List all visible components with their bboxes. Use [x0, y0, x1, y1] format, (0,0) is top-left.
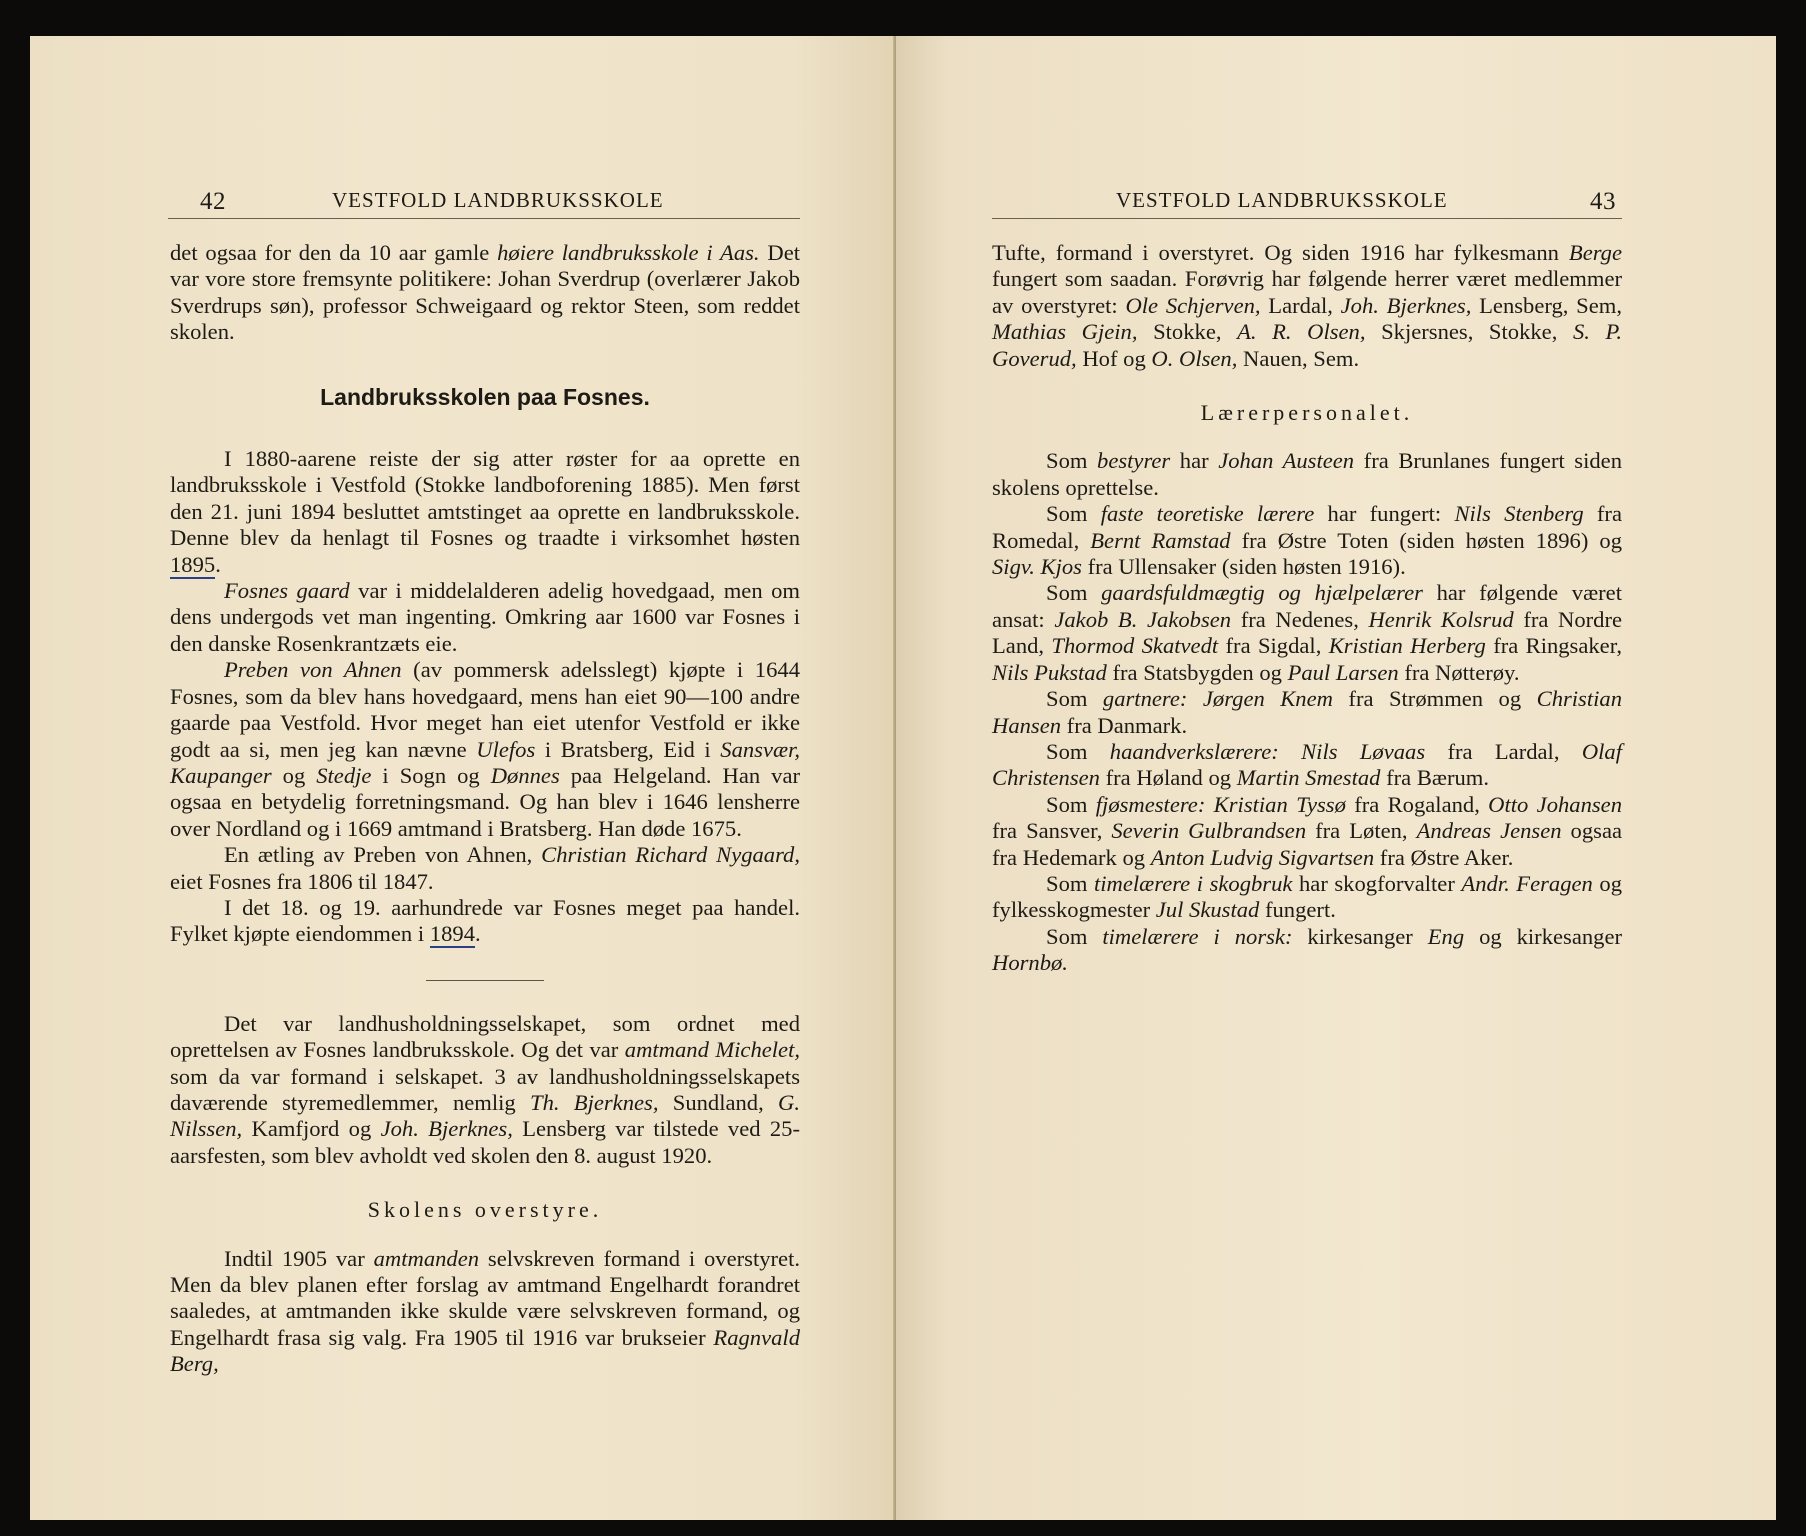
paragraph-fosnes-gaard: Fosnes gaard var i middelalderen adelig hovedgaad, men om dens undergods vet man ingenting. Omkring aar 1600 var Fosnes i den danske Rosenkrantzæts eie. — [170, 578, 800, 656]
page-number: 43 — [1590, 188, 1616, 215]
paragraph-handel: I det 18. og 19. aarhundrede var Fosnes meget paa handel. Fylket kjøpte eiendommen i 1894. — [170, 894, 800, 947]
running-head: VESTFOLD LANDBRUKSSKOLE — [332, 188, 664, 212]
paragraph-tufte: Tufte, formand i overstyret. Og siden 1916 har fylkesmann Berge fungert som saadan. Forøvrig har følgende herrer været medlemmer av overstyret: Ole Schjerven, Lardal, Joh. Bjerknes, Lensberg, Sem, Mathias Gjein, Stokke, A. R. Olsen, Skjersnes, Stokke, S. P. Goverud, Hof og O. Olsen, Nauen, Sem. — [992, 240, 1623, 371]
right-running-header — [992, 184, 1622, 219]
right-body-text — [992, 240, 1622, 977]
page-number: 42 — [200, 188, 226, 215]
paragraph-gaardsfuldmaegtig: Som gaardsfuldmægtig og hjælpelærer har følgende været ansat: Jakob B. Jakobsen fra Nedenes, Henrik Kolsrud fra Nordre Land, Thormod Skatvedt fra Sigdal, Kristian Herberg fra Ringsaker, Nils Pukstad fra Statsbygden og Paul Larsen fra Nøtterøy. — [992, 580, 1623, 685]
paragraph-1880: I 1880-aarene reiste der sig atter røster for aa oprette en landbruksskole i Vestfold (Stokke landboforening 1885). Men først den 21. juni 1894 besluttet amtstinget aa oprette en landbruksskole. Denne blev da henlagt til Fosnes og traadte i virksomhet høsten 1895. — [170, 446, 800, 577]
paragraph-bestyrer: Som bestyrer har Johan Austeen fra Brunlanes fungert siden skolens oprettelse. — [992, 448, 1622, 500]
paragraph-aetling: En ætling av Preben von Ahnen, Christian Richard Nygaard, eiet Fosnes fra 1806 til 1847. — [170, 842, 801, 894]
paragraph-indtil: Indtil 1905 var amtmanden selvskreven formand i overstyret. Men da blev planen efter forslag av amtmand Engelhardt forandret saaledes, at amtmanden ikke skulde være selvskreven formand, og Engelhardt frasa sig valg. Fra 1905 til 1916 var brukseier Ragnvald Berg, — [170, 1245, 801, 1377]
running-head: VESTFOLD LANDBRUKSSKOLE — [1116, 188, 1448, 212]
paragraph-skogbruk: Som timelærere i skogbruk har skogforvalter Andr. Feragen og fylkesskogmester Jul Skustad fungert. — [992, 870, 1622, 923]
right-page — [896, 36, 1776, 1520]
left-page — [30, 36, 896, 1520]
paragraph-haandverkslaerere: Som haandverkslærere: Nils Løvaas fra Lardal, Olaf Christensen fra Høland og Martin Smestad fra Bærum. — [992, 738, 1622, 791]
section-heading-laererpersonalet: Lærerpersonalet. — [1200, 400, 1414, 426]
paragraph-faste-laerere: Som faste teoretiske lærere har fungert: Nils Stenberg fra Romedal, Bernt Ramstad fra Østre Toten (siden høsten 1896) og Sigv. Kjos fra Ullensaker (siden høsten 1916). — [992, 501, 1622, 580]
left-body-text — [170, 240, 800, 1378]
pencil-underline-1894: 1894 — [429, 921, 475, 947]
paragraph-preben: Preben von Ahnen (av pommersk adelsslegt) kjøpte i 1644 Fosnes, som da blev hans hovedgaard, mens han eiet 90—100 andre gaarde paa Vestfold. Hvor meget han eiet utenfor Vestfold er ikke godt aa si, men jeg kan nævne Ulefos i Bratsberg, Eid i Sansvær, Kaupanger og Stedje i Sogn og Dønnes paa Helgeland. Han var ogsaa en betydelig forretningsmand. Og han blev i 1646 lensherre over Nordland og i 1669 amtmand i Bratsberg. Han døde 1675. — [170, 657, 801, 841]
paragraph-selskapet: Det var landhusholdningsselskapet, som ordnet med oprettelsen av Fosnes landbruksskole. Og det var amtmand Michelet, som da var formand i selskapet. 3 av landhusholdningsselskapets daværende styremedlemmer, nemlig Th. Bjerknes, Sundland, G. Nilssen, Kamfjord og Joh. Bjerknes, Lensberg var tilstede ved 25-aarsfesten, som blev avholdt ved skolen den 8. august 1920. — [170, 1010, 800, 1168]
section-heading-overstyre: Skolens overstyre. — [367, 1197, 603, 1223]
paragraph-norsk: Som timelærere i norsk: kirkesanger Eng og kirkesanger Hornbø. — [992, 923, 1622, 976]
left-running-header — [168, 184, 800, 219]
paragraph-intro: det ogsaa for den da 10 aar gamle høiere landbruksskole i Aas. Det var vore store fremsynte politikere: Johan Sverdrup (overlærer Jakob Sverdrups søn), professor Schweigaard og rektor Steen, som reddet skolen. — [170, 240, 800, 345]
pencil-underline-1895: 1895 — [170, 551, 216, 577]
section-divider — [426, 980, 544, 981]
paragraph-fjosmestere: Som fjøsmestere: Kristian Tyssø fra Rogaland, Otto Johansen fra Sansver, Severin Gulbrandsen fra Løten, Andreas Jensen ogsaa fra Hedemark og Anton Ludvig Sigvartsen fra Østre Aker. — [992, 791, 1622, 870]
section-heading-fosnes: Landbruksskolen paa Fosnes. — [320, 383, 650, 410]
paragraph-gartnere: Som gartnere: Jørgen Knem fra Strømmen og Christian Hansen fra Danmark. — [992, 686, 1623, 738]
